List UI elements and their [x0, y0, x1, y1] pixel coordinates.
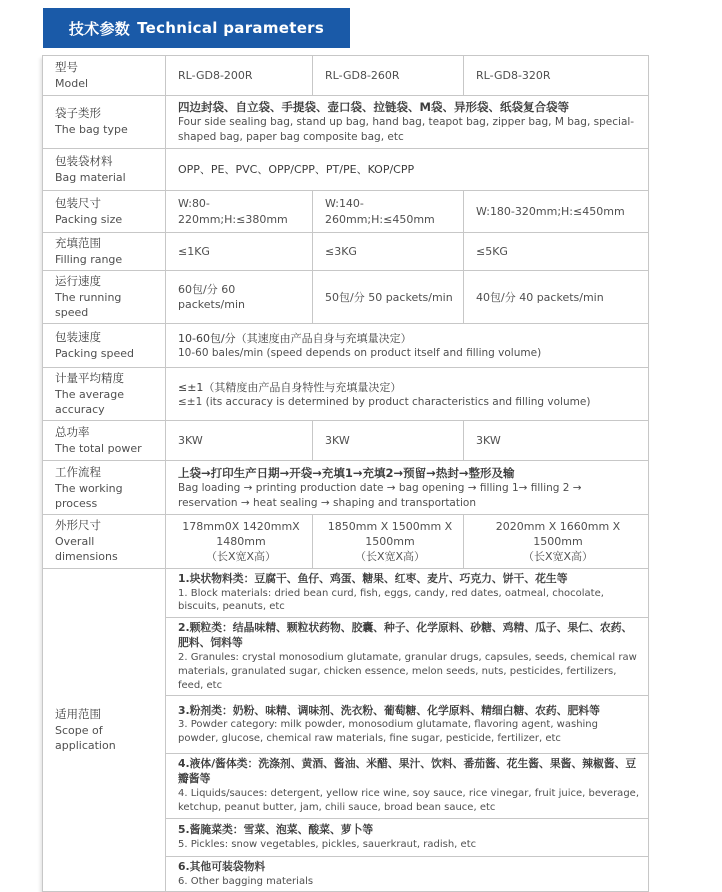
average-accuracy-value-cn: ≤±1（其精度由产品自身特性与充填量决定） — [178, 380, 402, 394]
scope-item-5-en: 5. Pickles: snow vegetables, pickles, sauerkraut, radish, etc — [178, 838, 477, 850]
filling-range-label-en: Filling range — [55, 252, 123, 266]
running-speed-label-cn: 运行速度 — [55, 274, 101, 289]
scope-item-6-cn: 6.其他可装袋物料 — [178, 859, 266, 873]
total-power-label-cn: 总功率 — [55, 425, 90, 440]
scope-item-4 — [166, 754, 649, 818]
overall-dimensions-value-3 — [464, 515, 649, 568]
overall-dimensions-label — [43, 515, 166, 568]
average-accuracy-label — [43, 368, 166, 421]
row-bag-material — [43, 149, 649, 191]
working-process-label-en: The working process — [55, 481, 123, 510]
average-accuracy-value — [166, 368, 649, 421]
scope-item-3 — [166, 696, 649, 754]
overall-dimensions-size-2: 1850mm X 1500mm X 1500mm — [327, 519, 453, 548]
row-scope-1 — [43, 568, 649, 617]
average-accuracy-label-en: The average accuracy — [55, 388, 124, 417]
bag-type-label-cn: 袋子类形 — [55, 106, 101, 121]
working-process-label-cn: 工作流程 — [55, 464, 101, 479]
row-filling-range — [43, 233, 649, 271]
working-process-value — [166, 461, 649, 515]
bag-material-value: OPP、PE、PVC、OPP/CPP、PT/PE、KOP/CPP — [166, 149, 649, 191]
total-power-value-2: 3KW — [313, 421, 464, 461]
scope-item-1-cn: 1.块状物料类：豆腐干、鱼仔、鸡蛋、糖果、红枣、麦片、巧克力、饼干、花生等 — [178, 571, 568, 585]
model-value-2: RL-GD8-260R — [313, 56, 464, 96]
model-value-3: RL-GD8-320R — [464, 56, 649, 96]
packing-size-value-3: W:180-320mm;H:≤450mm — [464, 191, 649, 233]
running-speed-label-en: The running speed — [55, 290, 122, 320]
running-speed-value-3: 40包/分 40 packets/min — [464, 271, 649, 324]
scope-item-3-en: 3. Powder category: milk powder, monosodium glutamate, flavoring agent, washing powder, glucose, chemical raw materials, fine sugar, pesticide, fertilizer, etc — [178, 719, 598, 745]
row-overall-dimensions — [43, 515, 649, 568]
overall-dimensions-note-2: （长X宽X高） — [354, 550, 426, 564]
total-power-value-3: 3KW — [464, 421, 649, 461]
model-label — [43, 56, 166, 96]
running-speed-value-2: 50包/分 50 packets/min — [313, 271, 464, 324]
bag-material-label-cn: 包装袋材料 — [55, 153, 113, 168]
overall-dimensions-label-cn: 外形尺寸 — [55, 518, 101, 533]
scope-item-4-cn: 4.液体/酱体类：洗涤剂、黄酒、酱油、米醋、果汁、饮料、番茄酱、花生酱、果酱、辣椒酱、豆瓣酱等 — [178, 757, 637, 786]
scope-label-cn: 适用范围 — [55, 706, 101, 721]
bag-material-label — [43, 149, 166, 191]
total-power-label — [43, 421, 166, 461]
row-total-power — [43, 421, 649, 461]
total-power-label-en: The total power — [55, 442, 142, 456]
row-packing-speed — [43, 324, 649, 368]
scope-item-4-en: 4. Liquids/sauces: detergent, yellow rice wine, soy sauce, rice vinegar, fruit juice, beverage, ketchup, peanut butter, jam, chili sauce, broad bean sauce, etc — [178, 788, 639, 813]
packing-size-label-cn: 包装尺寸 — [55, 195, 101, 210]
scope-item-2-cn: 2.颗粒类：结晶味精、颗粒状药物、胶囊、种子、化学原料、砂糖、鸡精、瓜子、果仁、农药、肥料、饲料等 — [178, 621, 633, 650]
average-accuracy-value-en: ≤±1 (its accuracy is determined by product characteristics and filling volume) — [178, 395, 591, 408]
overall-dimensions-value-2 — [313, 515, 464, 568]
scope-item-1-en: 1. Block materials: dried bean curd, fish, eggs, candy, red dates, oatmeal, chocolate, biscuits, peanuts, etc — [178, 587, 604, 613]
working-process-label — [43, 461, 166, 515]
scope-item-2 — [166, 618, 649, 696]
filling-range-label-cn: 充填范围 — [55, 236, 101, 250]
scope-item-6 — [166, 856, 649, 892]
row-running-speed — [43, 271, 649, 324]
running-speed-label — [43, 271, 166, 324]
overall-dimensions-note-3: （长X宽X高） — [522, 550, 594, 564]
scope-label — [43, 568, 166, 892]
bag-type-label — [43, 96, 166, 149]
packing-speed-label — [43, 324, 166, 368]
filling-range-value-1: ≤1KG — [166, 233, 313, 271]
filling-range-value-3: ≤5KG — [464, 233, 649, 271]
packing-speed-value — [166, 324, 649, 368]
total-power-value-1: 3KW — [166, 421, 313, 461]
overall-dimensions-size-3: 2020mm X 1660mm X 1500mm — [495, 519, 621, 548]
row-packing-size — [43, 191, 649, 233]
working-process-value-cn: 上袋→打印生产日期→开袋→充填1→充填2→预留→热封→整形及输 — [178, 465, 515, 480]
bag-type-value-en: Four side sealing bag, stand up bag, hand bag, teapot bag, zipper bag, M bag, special-shaped bag, paper bag composite bag, etc — [178, 116, 635, 143]
scope-item-5-cn: 5.酱腌菜类：雪菜、泡菜、酸菜、萝卜等 — [178, 822, 374, 836]
overall-dimensions-label-en: Overall dimensions — [55, 535, 118, 564]
bag-type-label-en: The bag type — [55, 123, 128, 137]
scope-item-6-en: 6. Other bagging materials — [178, 875, 314, 887]
row-working-process — [43, 461, 649, 515]
scope-item-1 — [166, 568, 649, 617]
packing-speed-value-cn: 10-60包/分（其速度由产品自身与充填量决定） — [178, 331, 412, 345]
bag-material-label-en: Bag material — [55, 170, 126, 184]
overall-dimensions-note-1: （长X宽X高） — [205, 550, 277, 564]
overall-dimensions-size-1: 178mm0X 1420mmX 1480mm — [182, 519, 300, 548]
filling-range-value-2: ≤3KG — [313, 233, 464, 271]
section-title-bar — [43, 8, 350, 48]
scope-item-5 — [166, 818, 649, 856]
average-accuracy-label-cn: 计量平均精度 — [55, 371, 124, 386]
overall-dimensions-value-1 — [166, 515, 313, 568]
working-process-value-en: Bag loading → printing production date → bag opening → filling 1→ filling 2 → reservation → heat sealing → shaping and transportation — [178, 482, 582, 509]
scope-item-3-cn: 3.粉剂类：奶粉、味精、调味剂、洗衣粉、葡萄糖、化学原料、精细白糖、农药、肥料等 — [178, 703, 600, 717]
filling-range-label — [43, 233, 166, 271]
model-label-cn: 型号 — [55, 59, 78, 74]
row-bag-type — [43, 96, 649, 149]
packing-size-value-2: W:140-260mm;H:≤450mm — [313, 191, 464, 233]
model-value-1: RL-GD8-200R — [166, 56, 313, 96]
packing-size-value-1: W:80-220mm;H:≤380mm — [166, 191, 313, 233]
bag-type-value — [166, 96, 649, 149]
packing-speed-label-cn: 包装速度 — [55, 330, 101, 345]
model-label-en: Model — [55, 76, 89, 90]
scope-label-en: Scope of application — [55, 723, 116, 752]
running-speed-value-1: 60包/分 60 packets/min — [166, 271, 313, 324]
scope-item-2-en: 2. Granules: crystal monosodium glutamate, granular drugs, capsules, seeds, chemical raw materials, granulated sugar, chicken essence, melon seeds, nuts, pesticides, fertilizers, feed, etc — [178, 651, 637, 691]
technical-parameters-table — [42, 55, 649, 892]
packing-speed-label-en: Packing speed — [55, 347, 135, 361]
packing-size-label — [43, 191, 166, 233]
packing-speed-value-en: 10-60 bales/min (speed depends on product itself and filling volume) — [178, 347, 542, 360]
section-title-cn: 技术参数 — [68, 19, 131, 38]
row-average-accuracy — [43, 368, 649, 421]
packing-size-label-en: Packing size — [55, 212, 123, 226]
row-model — [43, 56, 649, 96]
bag-type-value-cn: 四边封袋、自立袋、手提袋、壶口袋、拉链袋、M袋、异形袋、纸袋复合袋等 — [178, 99, 569, 114]
section-title-en: Technical parameters — [137, 19, 325, 37]
